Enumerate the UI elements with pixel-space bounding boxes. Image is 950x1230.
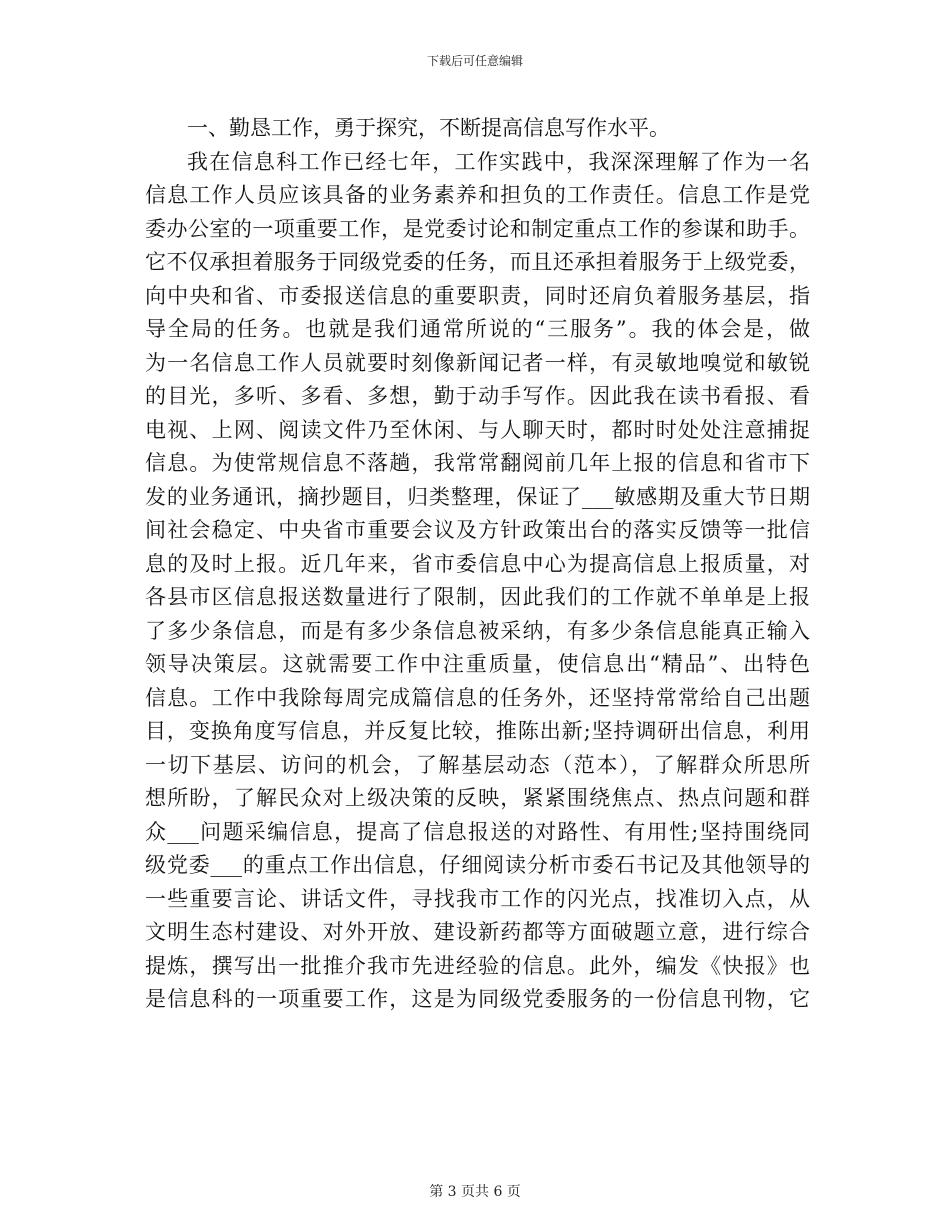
paragraph-line: 的目光，多听、多看、多想，勤于动手写作。因此我在读书看报、看 — [145, 384, 810, 408]
paragraph-line: 息的及时上报。近几年来，省市委信息中心为提高信息上报质量，对 — [145, 551, 810, 576]
paragraph-line: 文明生态村建设、对外开放、建设新药都等方面破题立意，进行综合 — [145, 920, 810, 944]
page-header: 下载后可任意编辑 — [426, 54, 523, 68]
paragraph-line: 众___问题采编信息，提高了信息报送的对路性、有用性;坚持围绕同 — [145, 819, 810, 844]
paragraph-line: 信息。为使常规信息不落趟，我常常翻阅前几年上报的信息和省市下 — [145, 451, 810, 475]
paragraph-line: 提炼，撰写出一批推介我市先进经验的信息。此外，编发《快报》也 — [145, 953, 810, 978]
paragraph-line: 一切下基层、访问的机会，了解基层动态（范本），了解群众所思所 — [145, 752, 810, 777]
paragraph-line: 一些重要言论、讲话文件，寻找我市工作的闪光点，找准切入点，从 — [145, 886, 810, 911]
paragraph-line: 领导决策层。这就需要工作中注重质量，使信息出“精品”、出特色 — [145, 652, 810, 676]
paragraph-line: 信息工作人员应该具备的业务素养和担负的工作责任。信息工作是党 — [145, 183, 810, 207]
section-heading: 一、勤恳工作，勇于探究，不断提高信息写作水平。 — [187, 116, 670, 140]
document-body — [145, 112, 810, 1017]
paragraph-line: 发的业务通讯，摘抄题目，归类整理，保证了___敏感期及重大节日期 — [145, 484, 810, 509]
paragraph-line: 我在信息科工作已经七年，工作实践中，我深深理解了作为一名 — [187, 149, 810, 174]
paragraph-line: 目，变换角度写信息，并反复比较，推陈出新;坚持调研出信息，利用 — [145, 719, 810, 743]
paragraph-line: 级党委___的重点工作出信息，仔细阅读分析市委石书记及其他领导的 — [145, 853, 810, 877]
page-number: 第 3 页共 6 页 — [429, 1184, 521, 1200]
paragraph-line: 是信息科的一项重要工作，这是为同级党委服务的一份信息刊物，它 — [145, 987, 810, 1011]
paragraph-line: 为一名信息工作人员就要时刻像新闻记者一样，有灵敏地嗅觉和敏锐 — [145, 350, 810, 375]
paragraph-line: 导全局的任务。也就是我们通常所说的“三服务”。我的体会是，做 — [145, 317, 810, 341]
paragraph-line: 向中央和省、市委报送信息的重要职责，同时还肩负着服务基层，指 — [145, 283, 810, 308]
paragraph-line: 间社会稳定、中央省市重要会议及方针政策出台的落实反馈等一批信 — [145, 518, 810, 542]
paragraph-line: 了多少条信息，而是有多少条信息被采纳，有多少条信息能真正输入 — [145, 618, 810, 643]
paragraph-line: 电视、上网、阅读文件乃至休闲、与人聊天时，都时时处处注意捕捉 — [145, 417, 810, 442]
paragraph-line: 想所盼，了解民众对上级决策的反映，紧紧围绕焦点、热点问题和群 — [145, 786, 810, 810]
paragraph-line: 它不仅承担着服务于同级党委的任务，而且还承担着服务于上级党委， — [145, 250, 810, 274]
paragraph-line: 委办公室的一项重要工作，是党委讨论和制定重点工作的参谋和助手。 — [145, 216, 810, 241]
paragraph-line: 各县市区信息报送数量进行了限制，因此我们的工作就不单单是上报 — [145, 585, 810, 609]
paragraph-line: 信息。工作中我除每周完成篇信息的任务外，还坚持常常给自己出题 — [145, 685, 810, 710]
